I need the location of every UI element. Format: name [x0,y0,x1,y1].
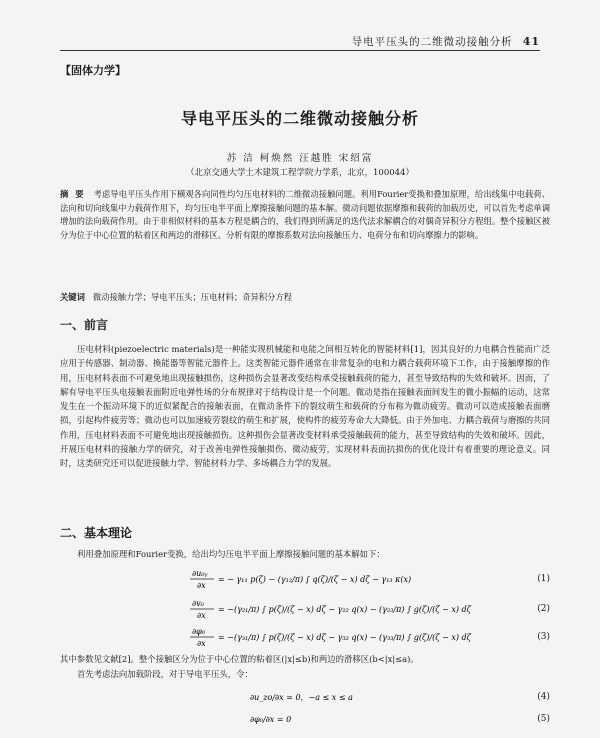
running-title: 导电平压头的二维微动接触分析 [351,36,513,48]
equation-5-formula [190,712,490,730]
equation-4-formula [190,684,490,710]
abstract [60,188,550,242]
svg-text:∂x: ∂x [197,581,206,590]
equation-5 [60,712,550,738]
equation-number: (5) [537,714,550,724]
equation-number: (4) [537,692,550,702]
running-head [352,34,540,49]
authors: 苏 洁 柯焕然 汪越胜 宋绍富 [226,153,374,164]
svg-text:= −(γ₃₁/π) ∫ p(ζ)/(ζ − x) dζ −: = −(γ₃₁/π) ∫ p(ζ)/(ζ − x) dζ − γ₃₂ q(x) − (γ₃₃/π) ∫ g(ζ)/(ζ − x) dζ [218,633,471,642]
section-heading-theory: 二、基本理论 [60,526,133,540]
keywords [60,291,550,303]
keywords-text: 微动接触力学；导电平压头；压电材料；奇异积分方程 [92,292,293,302]
intro-paragraph: 压电材料(piezoelectric materials)是一种能实现机械能和电能之间相互转化的智能材料[1]，因其良好的力电耦合性能而广泛应用于传感器、制动器、換能器等智能元器件上。这类智能元器件通常在非常复杂的电和力耦合载荷环境下工作，由于接触摩擦的作用，压电材料表面不可避免地出现接触损伤，这种损伤会显著改变结构承受接触载荷的能力，甚至导致结构的失效和破坏。因而，了解有导电平压头电接触表面附近电弹性场的分布规律对于结构设计是一个问题。微动是指在接触表面间发生的微小振幅的运动，这常发生在一个振动环境下的近似紧配合的接触表面，在微动条件下的裂纹萌生和载荷的分布称为微动疲劳。微动可以造成接触表面磨损，引起构件疲劳等；微动也可以加速疲劳裂纹的萌生和扩展，使构件的疲劳寿命大大降低。由于外加电、力耦合载荷与磨擦的共同作用，压电材料表面不可避免地出现接触损伤。这种损伤会显著改变材料承受接触载荷的能力，甚至导致结构的失效和破坏。因此，开展压电材料的接触力学的研究，对于改善电弹性接触损伤、微动疲劳，实现材料表面抗损伤的优化设计有着重要的理论意义。同时，这类研究还可以促进接触力学、智能材料力学、多场耦合力学的发展。 [60,344,550,469]
section-heading-intro: 一、前言 [60,318,109,332]
svg-text:∂x: ∂x [197,611,206,620]
equation-4-text: ∂u_zo/∂x = 0，−a ≤ x ≤ a [250,693,353,702]
equation-number: (3) [537,632,550,642]
equation-3-formula [190,624,490,650]
svg-text:∂v₀: ∂v₀ [192,599,204,608]
abstract-label: 摘 要 [60,189,86,199]
equation-1 [60,566,550,592]
header-rule [60,50,540,51]
column-label: 【固体力学】 [60,64,126,77]
svg-text:= −(γ₂₁/π) ∫ p(ζ)/(ζ − x) dζ −: = −(γ₂₁/π) ∫ p(ζ)/(ζ − x) dζ − γ₂₂ q(x) − (γ₂₃/π) ∫ g(ζ)/(ζ − x) dζ [218,605,471,614]
svg-text:∂x: ∂x [197,639,206,648]
abstract-text: 考虑导电平压头作用下横观各向同性均匀压电材料的二维微动接触问题。利用Fourier变换和叠加原理，给出线集中电载荷、法向和切向线集中力载荷作用下，均匀压电半平面上摩擦接触问题的基本解。微动问题依据摩擦和载荷的加载历史，可以首先考虑单调增加的法向载荷作用。由于非相似材料的基本方程是耦合的，我们得到所满足的迭代法求解耦合的对偶奇异积分方程组。整个接触区被分为位于中心位置的粘着区和两边的滑移区。分析有限的摩擦系数对法向接触压力、电荷分布和切向摩擦力的影响。 [60,189,550,240]
keywords-label: 关键词 [60,292,85,302]
equation-1-formula [190,566,490,592]
svg-text:= − γ₁₁ p(ζ) − (γ₁₂/π) ∫ q(ζ)/: = − γ₁₁ p(ζ) − (γ₁₂/π) ∫ q(ζ)/(ζ − x) dζ − γ₁₃ κ(x) [218,575,412,584]
svg-text:∂φ₀: ∂φ₀ [192,627,205,636]
equation-note: 其中参数见文献[2]。整个接触区分为位于中心位置的粘着区(|x|≤b)和两边的滑移区(b<|x|≤a)。 [60,654,419,664]
equation-2 [60,596,550,622]
equation-number: (1) [537,574,550,584]
svg-text:∂u₀ᵧ: ∂u₀ᵧ [192,569,208,578]
svg-text:∂φ₀/∂x = 0: ∂φ₀/∂x = 0 [250,715,292,724]
equation-4 [60,684,550,710]
page-number: 41 [522,35,540,48]
affiliation: （北京交通大学土木建筑工程学院力学系，北京，100044） [186,168,414,178]
paper-title: 导电平压头的二维微动接触分析 [180,109,419,128]
equation-2-formula [190,596,490,622]
equation-number: (2) [537,604,550,614]
theory-intro: 利用叠加原理和Fourier变换，给出均匀压电半平面上摩擦接触问题的基本解如下： [77,549,385,559]
equation-3 [60,624,550,650]
first-consider-text: 首先考虑法向加载阶段，对于导电平压头，令： [77,669,253,679]
